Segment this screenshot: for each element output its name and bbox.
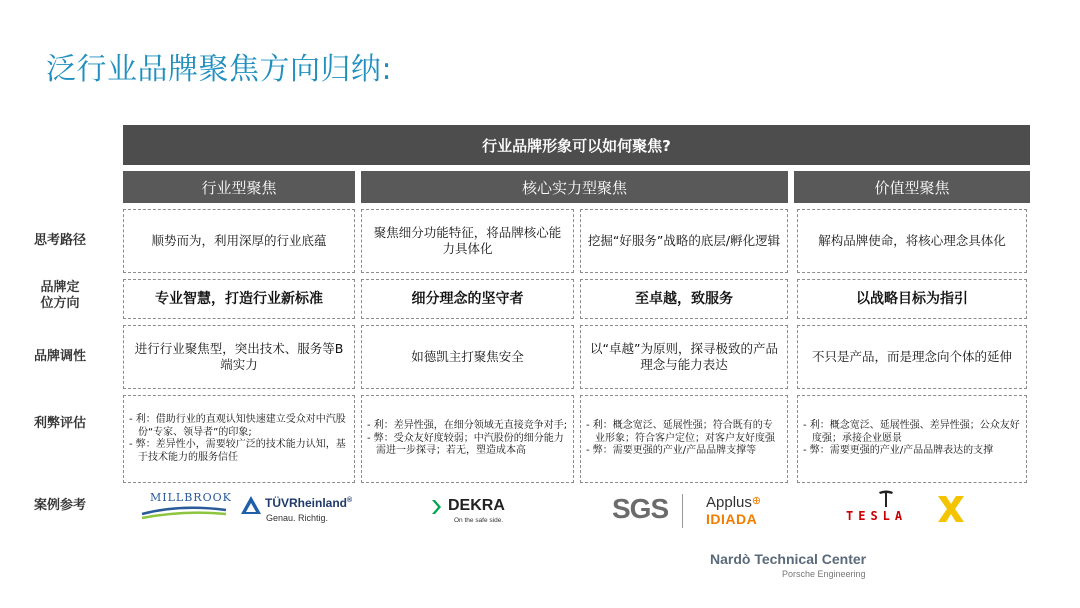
cell-tone-value: 不只是产品，而是理念向个体的延伸 [797, 325, 1027, 389]
table-main-header: 行业品牌形象可以如何聚焦? [123, 125, 1030, 165]
tesla-wordmark: TESLA [846, 509, 908, 523]
eval-con: - 弊：差异性小，需要较广泛的技术能力认知，基于技术能力的服务信任 [129, 439, 349, 464]
eval-pro: - 利：概念宽泛、延展性强；符合既有的专业形象；符合客户定位；对客户友好度强 [586, 420, 782, 445]
row-label-positioning: 品牌定位方向 [40, 280, 80, 311]
cell-tone-industry: 进行行业聚焦型，突出技术、服务等B端实力 [123, 325, 355, 389]
tuv-slogan: Genau. Richtig. [266, 513, 329, 523]
millbrook-wordmark: MILLBROOK [150, 491, 232, 504]
cell-eval-value [797, 395, 1027, 483]
sgs-wordmark: SGS [612, 493, 669, 524]
idiada-wordmark: IDIADA [706, 511, 758, 527]
cell-tone-service: 以“卓越”为原则，探寻极致的产品理念与能力表达 [580, 325, 788, 389]
footer-brand: Nardò Technical Center [710, 551, 867, 567]
cell-tone-segment: 如德凯主打聚焦安全 [361, 325, 574, 389]
tuv-registered-mark: ® [347, 497, 353, 504]
eval-pro: - 利：差异性强，在细分领域无直接竞争对手; [367, 420, 568, 433]
cell-positioning-segment: 细分理念的坚守者 [361, 279, 574, 319]
cell-positioning-industry: 专业智慧，打造行业新标准 [123, 279, 355, 319]
dekra-wordmark: DEKRA [448, 497, 505, 514]
sgs-logo [612, 493, 668, 525]
slide-title: 泛行业品牌聚焦方向归纳: [46, 52, 393, 87]
millbrook-logo [140, 491, 232, 526]
cell-positioning-value: 以战略目标为指引 [797, 279, 1027, 319]
cell-eval-segment [361, 395, 574, 483]
tuv-triangle-icon [240, 495, 262, 515]
applus-idiada-logo [706, 494, 761, 527]
category-value: 价值型聚焦 [794, 171, 1030, 203]
cell-thinking-industry: 顺势而为，利用深厚的行业底蕴 [123, 209, 355, 273]
millbrook-swoosh-icon [140, 504, 228, 522]
eval-con: - 弊：需要更强的产业/产品品牌支撑等 [586, 445, 782, 458]
eval-pro: - 利：概念宽泛、延展性强、差异性强；公众友好度强；承接企业愿景 [803, 420, 1021, 445]
tuv-wordmark: TÜVRheinland [265, 496, 348, 510]
x-brand-icon [936, 494, 966, 524]
cell-thinking-value: 解构品牌使命，将核心理念具体化 [797, 209, 1027, 273]
row-label-cases: 案例参考 [33, 498, 86, 513]
eval-con: - 弊：需要更强的产业/产品品牌表达的支撑 [803, 445, 1021, 458]
applus-plus-icon: ⊕ [751, 495, 762, 507]
eval-pro: - 利：借助行业的直观认知快速建立受众对中汽股份“专家、领导者”的印象; [129, 414, 349, 439]
row-label-tone: 品牌调性 [33, 349, 86, 364]
cell-positioning-service: 至卓越，致服务 [580, 279, 788, 319]
logo-divider [682, 494, 683, 528]
eval-con: - 弊：受众友好度较弱；中汽股份的细分能力需进一步探寻；若无，塑造成本高 [367, 433, 568, 458]
cell-thinking-segment: 聚焦细分功能特征，将品牌核心能力具体化 [361, 209, 574, 273]
row-label-evaluation: 利弊评估 [33, 416, 86, 431]
cell-eval-service [580, 395, 788, 483]
applus-wordmark: Applus [706, 494, 752, 511]
tesla-t-icon [878, 490, 894, 508]
cell-eval-industry [123, 395, 355, 483]
cell-thinking-service: 挖掘“好服务”战略的底层/孵化逻辑 [580, 209, 788, 273]
footer-subbrand: Porsche Engineering [782, 569, 866, 579]
dekra-slogan: On the safe side. [454, 517, 504, 524]
row-label-thinking: 思考路径 [33, 233, 86, 248]
dekra-chevron-icon [430, 499, 446, 515]
category-core-strength: 核心实力型聚焦 [361, 171, 788, 203]
category-industry: 行业型聚焦 [123, 171, 355, 203]
